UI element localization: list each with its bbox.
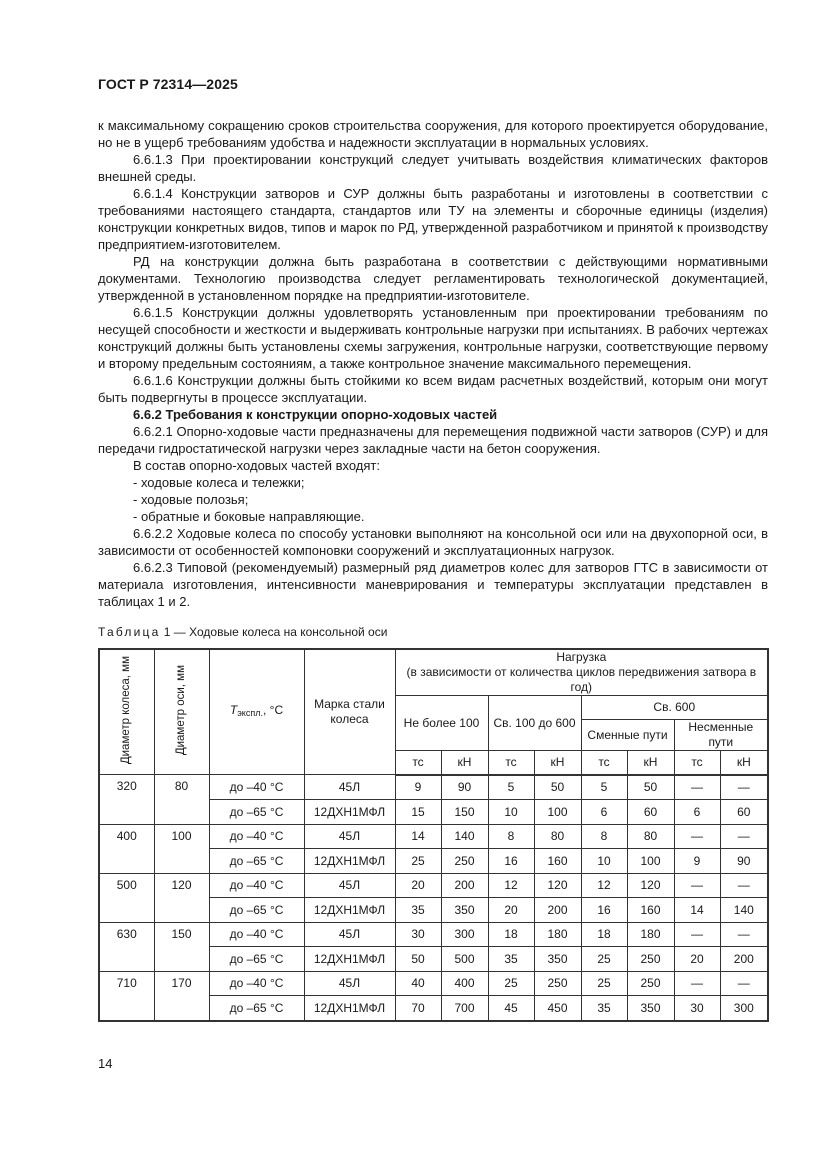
cell-load-kn: — xyxy=(720,922,768,947)
paragraph: 6.6.2.3 Типовой (рекомендуемый) размерный ряд диаметров колес для затворов ГТС в зависимости от материала изготовления, интенсивности маневрирования и температуры эксплуатации представлен в таблицах 1 и 2. xyxy=(98,560,768,609)
cell-load-tc: 9 xyxy=(395,775,441,800)
table-row xyxy=(99,775,768,800)
cell-steel-grade: 12ДХН1МФЛ xyxy=(304,849,395,874)
cell-load-tc: 8 xyxy=(581,824,627,849)
table-row xyxy=(99,873,768,898)
cell-load-tc: 5 xyxy=(488,775,534,800)
cell-load-tc: 30 xyxy=(395,922,441,947)
cell-load-kn: 350 xyxy=(627,996,674,1021)
cell-steel-grade: 12ДХН1МФЛ xyxy=(304,947,395,972)
cell-steel-grade: 45Л xyxy=(304,922,395,947)
cell-load-tc: 50 xyxy=(395,947,441,972)
unit-tc: тс xyxy=(395,751,441,775)
unit-kn: кН xyxy=(720,751,768,775)
cell-load-kn: 120 xyxy=(627,873,674,898)
cell-temperature: до –40 °C xyxy=(209,873,304,898)
cell-load-kn: — xyxy=(720,873,768,898)
table-row xyxy=(99,824,768,849)
cell-load-kn: 450 xyxy=(534,996,581,1021)
header-group-2: Св. 100 до 600 xyxy=(488,696,581,751)
cell-temperature: до –40 °C xyxy=(209,824,304,849)
paragraph: 6.6.2.2 Ходовые колеса по способу установки выполняют на консольной оси или на двухопорной оси, в зависимости от особенностей компоновки сооружений и эксплуатационных нагрузок. xyxy=(98,526,768,558)
cell-load-tc: — xyxy=(674,971,720,996)
cell-load-tc: — xyxy=(674,873,720,898)
cell-steel-grade: 12ДХН1МФЛ xyxy=(304,800,395,825)
cell-load-tc: 14 xyxy=(674,898,720,923)
cell-temperature: до –65 °C xyxy=(209,947,304,972)
header-axle-diameter: Диаметр оси, мм xyxy=(154,649,209,775)
cell-load-tc: 35 xyxy=(488,947,534,972)
cell-load-kn: — xyxy=(720,824,768,849)
header-wheel-diameter: Диаметр колеса, мм xyxy=(99,649,154,775)
unit-kn: кН xyxy=(534,751,581,775)
header-temperature: $T_{экспл.}$, °C xyxy=(209,649,304,775)
cell-steel-grade: 45Л xyxy=(304,873,395,898)
paragraph: 6.6.1.5 Конструкции должны удовлетворять установленным при проектировании требованиям по несущей способности и жесткости и выдерживать контрольные нагрузки при испытаниях. В рабочих чертежах конструкций должны быть установлены схемы загружения, контрольные нагрузки, соответствующие первому и второму предельным состояниям, а также контрольное значение максимального перемещения. xyxy=(98,305,768,371)
cell-load-kn: — xyxy=(720,775,768,800)
cell-load-tc: 16 xyxy=(581,898,627,923)
cell-steel-grade: 45Л xyxy=(304,775,395,800)
cell-load-kn: 400 xyxy=(441,971,488,996)
cell-temperature: до –65 °C xyxy=(209,849,304,874)
cell-load-tc: 18 xyxy=(488,922,534,947)
cell-temperature: до –40 °C xyxy=(209,922,304,947)
cell-load-tc: 5 xyxy=(581,775,627,800)
list-item: - обратные и боковые направляющие. xyxy=(133,509,365,524)
cell-load-kn: 180 xyxy=(627,922,674,947)
cell-load-tc: 35 xyxy=(581,996,627,1021)
cell-load-kn: 180 xyxy=(534,922,581,947)
cell-load-tc: 20 xyxy=(674,947,720,972)
cell-load-kn: 350 xyxy=(534,947,581,972)
cell-steel-grade: 45Л xyxy=(304,824,395,849)
cell-axle-diameter: 150 xyxy=(154,922,209,971)
cell-load-kn: 90 xyxy=(441,775,488,800)
cell-steel-grade: 12ДХН1МФЛ xyxy=(304,996,395,1021)
cell-load-kn: 80 xyxy=(534,824,581,849)
cell-load-tc: 9 xyxy=(674,849,720,874)
header-load: Нагрузка (в зависимости от количества циклов передвижения затвора в год) xyxy=(395,649,768,696)
unit-tc: тс xyxy=(581,751,627,775)
cell-load-kn: 150 xyxy=(441,800,488,825)
header-steel-grade: Марка стали колеса xyxy=(304,649,395,775)
cell-load-kn: 90 xyxy=(720,849,768,874)
header-group-1: Не более 100 xyxy=(395,696,488,751)
cell-load-tc: 25 xyxy=(395,849,441,874)
cell-load-tc: 18 xyxy=(581,922,627,947)
cell-load-tc: 6 xyxy=(674,800,720,825)
paragraph: В состав опорно-ходовых частей входят: xyxy=(133,458,380,473)
cell-load-tc: 14 xyxy=(395,824,441,849)
table-caption: Таблица 1 — Ходовые колеса на консольной оси xyxy=(98,625,388,639)
cell-load-tc: 40 xyxy=(395,971,441,996)
cell-load-kn: 250 xyxy=(627,947,674,972)
cell-load-tc: — xyxy=(674,775,720,800)
cell-load-tc: 15 xyxy=(395,800,441,825)
cell-temperature: до –65 °C xyxy=(209,800,304,825)
unit-tc: тс xyxy=(674,751,720,775)
cell-load-kn: 250 xyxy=(441,849,488,874)
paragraph: 6.6.1.4 Конструкции затворов и СУР должны быть разработаны и изготовлены в соответствии с требованиями настоящего стандарта, стандартов или ТУ на элементы и сборочные единицы (изделия) конструкции конкретных видов, типов и марок по РД, утвержденной разработчиком и принятой к производству предприятием-изготовителем. xyxy=(98,186,768,252)
cell-temperature: до –40 °C xyxy=(209,775,304,800)
body-text xyxy=(98,117,768,610)
cell-load-kn: 140 xyxy=(441,824,488,849)
cell-load-kn: 160 xyxy=(627,898,674,923)
cell-load-kn: 60 xyxy=(720,800,768,825)
cell-wheel-diameter: 710 xyxy=(99,971,154,1021)
table-row xyxy=(99,922,768,947)
document-header: ГОСТ Р 72314—2025 xyxy=(98,76,238,92)
cell-wheel-diameter: 630 xyxy=(99,922,154,971)
cell-axle-diameter: 120 xyxy=(154,873,209,922)
cell-load-kn: 200 xyxy=(441,873,488,898)
cell-load-tc: 25 xyxy=(581,947,627,972)
cell-load-tc: 25 xyxy=(581,971,627,996)
cell-load-kn: 50 xyxy=(534,775,581,800)
cell-load-kn: 80 xyxy=(627,824,674,849)
paragraph: 6.6.2.1 Опорно-ходовые части предназначены для перемещения подвижной части затворов (СУР) и для передачи гидростатической нагрузки через закладные части на бетон сооружения. xyxy=(98,424,768,456)
wheels-table xyxy=(98,648,769,1022)
cell-wheel-diameter: 400 xyxy=(99,824,154,873)
cell-load-tc: — xyxy=(674,824,720,849)
cell-load-tc: 20 xyxy=(488,898,534,923)
cell-steel-grade: 45Л xyxy=(304,971,395,996)
cell-load-kn: 700 xyxy=(441,996,488,1021)
cell-temperature: до –65 °C xyxy=(209,996,304,1021)
cell-wheel-diameter: 320 xyxy=(99,775,154,825)
cell-load-kn: 50 xyxy=(627,775,674,800)
section-heading: 6.6.2 Требования к конструкции опорно-ходовых частей xyxy=(133,407,498,422)
cell-load-tc: 16 xyxy=(488,849,534,874)
cell-load-tc: 6 xyxy=(581,800,627,825)
cell-temperature: до –65 °C xyxy=(209,898,304,923)
cell-load-kn: 350 xyxy=(441,898,488,923)
cell-load-kn: 100 xyxy=(627,849,674,874)
table-row xyxy=(99,971,768,996)
cell-load-kn: 60 xyxy=(627,800,674,825)
page-number: 14 xyxy=(98,1056,113,1071)
unit-kn: кН xyxy=(441,751,488,775)
cell-axle-diameter: 100 xyxy=(154,824,209,873)
paragraph: 6.6.1.3 При проектировании конструкций следует учитывать воздействия климатических факторов внешней среды. xyxy=(98,152,768,184)
cell-load-kn: 120 xyxy=(534,873,581,898)
cell-load-tc: 20 xyxy=(395,873,441,898)
unit-kn: кН xyxy=(627,751,674,775)
paragraph: 6.6.1.6 Конструкции должны быть стойкими ко всем видам расчетных воздействий, которым они могут быть подвергнуты в процессе эксплуатации. xyxy=(98,373,768,405)
cell-load-kn: 250 xyxy=(627,971,674,996)
cell-load-kn: 140 xyxy=(720,898,768,923)
cell-load-tc: — xyxy=(674,922,720,947)
cell-load-kn: 200 xyxy=(534,898,581,923)
cell-axle-diameter: 80 xyxy=(154,775,209,825)
cell-load-kn: 200 xyxy=(720,947,768,972)
cell-load-kn: 160 xyxy=(534,849,581,874)
header-fixed-tracks: Несменные пути xyxy=(674,720,768,751)
cell-axle-diameter: 170 xyxy=(154,971,209,1021)
cell-load-tc: 12 xyxy=(581,873,627,898)
list-item: - ходовые колеса и тележки; xyxy=(133,475,305,490)
cell-load-tc: 12 xyxy=(488,873,534,898)
cell-load-kn: 300 xyxy=(441,922,488,947)
cell-load-tc: 8 xyxy=(488,824,534,849)
list-item: - ходовые полозья; xyxy=(133,492,249,507)
cell-load-tc: 45 xyxy=(488,996,534,1021)
cell-load-tc: 70 xyxy=(395,996,441,1021)
paragraph: к максимальному сокращению сроков строительства сооружения, для которого проектируется оборудование, но не в ущерб требованиям удобства и надежности эксплуатации в нормальных условиях. xyxy=(98,118,768,150)
cell-load-tc: 25 xyxy=(488,971,534,996)
cell-temperature: до –40 °C xyxy=(209,971,304,996)
cell-load-kn: — xyxy=(720,971,768,996)
unit-tc: тс xyxy=(488,751,534,775)
cell-wheel-diameter: 500 xyxy=(99,873,154,922)
cell-load-kn: 100 xyxy=(534,800,581,825)
cell-load-kn: 500 xyxy=(441,947,488,972)
cell-load-kn: 250 xyxy=(534,971,581,996)
cell-load-tc: 30 xyxy=(674,996,720,1021)
paragraph: РД на конструкции должна быть разработана в соответствии с действующими нормативными документами. Технологию производства следует регламентировать технологической документацией, утвержденной в установленном порядке на предприятии-изготовителе. xyxy=(98,254,768,303)
header-replaceable-tracks: Сменные пути xyxy=(581,720,674,751)
cell-steel-grade: 12ДХН1МФЛ xyxy=(304,898,395,923)
cell-load-tc: 10 xyxy=(581,849,627,874)
header-group-3: Св. 600 xyxy=(581,696,768,720)
cell-load-tc: 35 xyxy=(395,898,441,923)
cell-load-kn: 300 xyxy=(720,996,768,1021)
cell-load-tc: 10 xyxy=(488,800,534,825)
